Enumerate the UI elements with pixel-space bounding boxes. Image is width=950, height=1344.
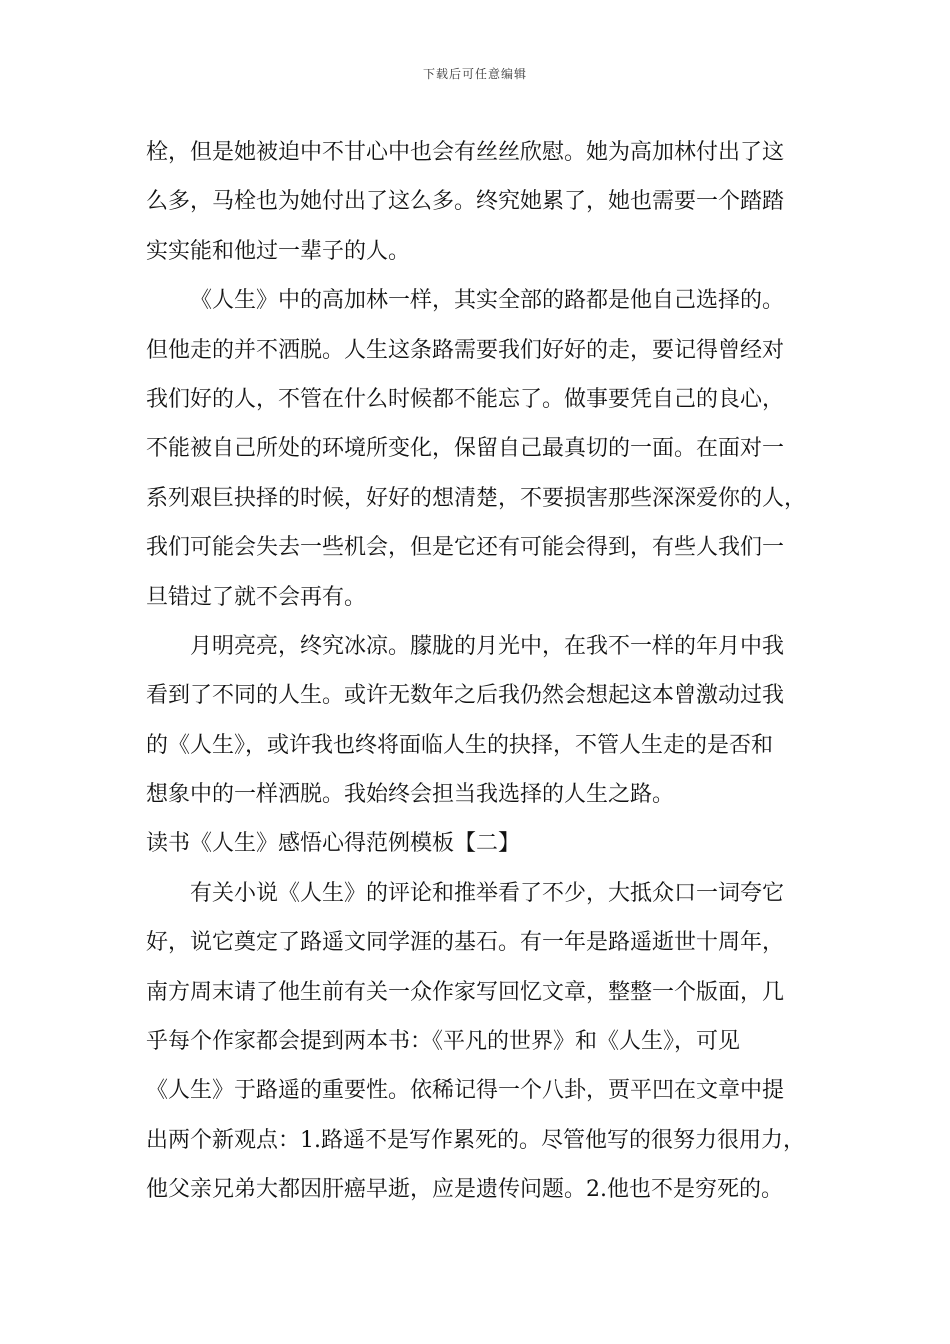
paragraph-line: 南方周末请了他生前有关一众作家写回忆文章，整整一个版面，几	[146, 979, 785, 1005]
paragraph-line: 的《人生》，或许我也终将面临人生的抉择，不管人生走的是否和	[146, 732, 774, 758]
paragraph-line: 看到了不同的人生。或许无数年之后我仍然会想起这本曾激动过我	[146, 683, 785, 709]
paragraph-line: 么多，马栓也为她付出了这么多。终究她累了，她也需要一个踏踏	[146, 189, 785, 215]
paragraph-line: 有关小说《人生》的评论和推举看了不少，大抵众口一词夸它	[190, 880, 785, 906]
section-heading: 读书《人生》感悟心得范例模板【二】	[146, 831, 521, 857]
paragraph-line: 《人生》中的高加林一样，其实全部的路都是他自己选择的。	[190, 288, 785, 314]
paragraph-line: 想象中的一样洒脱。我始终会担当我选择的人生之路。	[146, 782, 675, 808]
paragraph-line: 我们可能会失去一些机会，但是它还有可能会得到，有些人我们一	[146, 535, 785, 561]
paragraph-line: 但他走的并不洒脱。人生这条路需要我们好好的走，要记得曾经对	[146, 337, 785, 363]
paragraph-line: 我们好的人，不管在什么时候都不能忘了。做事要凭自己的良心，	[146, 386, 785, 412]
paragraph-line: 系列艰巨抉择的时候，好好的想清楚，不要损害那些深深爱你的人，	[146, 485, 807, 511]
paragraph-line: 实实能和他过一辈子的人。	[146, 238, 411, 264]
paragraph-line: 出两个新观点：1.路遥不是写作累死的。尽管他写的很努力很用力，	[146, 1127, 805, 1153]
paragraph-line: 他父亲兄弟大都因肝癌早逝，应是遗传问题。2.他也不是穷死的。	[146, 1177, 783, 1203]
page-header-note: 下载后可任意编辑	[422, 67, 527, 81]
paragraph-line: 好，说它奠定了路遥文同学涯的基石。有一年是路遥逝世十周年，	[146, 930, 785, 956]
paragraph-line: 不能被自己所处的环境所变化，保留自己最真切的一面。在面对一	[146, 436, 785, 462]
paragraph-line: 旦错过了就不会再有。	[146, 584, 367, 610]
document-body	[146, 128, 814, 1215]
paragraph-line: 《人生》于路遥的重要性。依稀记得一个八卦，贾平凹在文章中提	[146, 1078, 785, 1104]
paragraph-line: 乎每个作家都会提到两本书：《平凡的世界》和《人生》，可见	[146, 1029, 741, 1055]
paragraph-line: 月明亮亮，终究冰凉。朦胧的月光中，在我不一样的年月中我	[190, 633, 785, 659]
paragraph-line: 栓，但是她被迫中不甘心中也会有丝丝欣慰。她为高加林付出了这	[146, 140, 785, 165]
